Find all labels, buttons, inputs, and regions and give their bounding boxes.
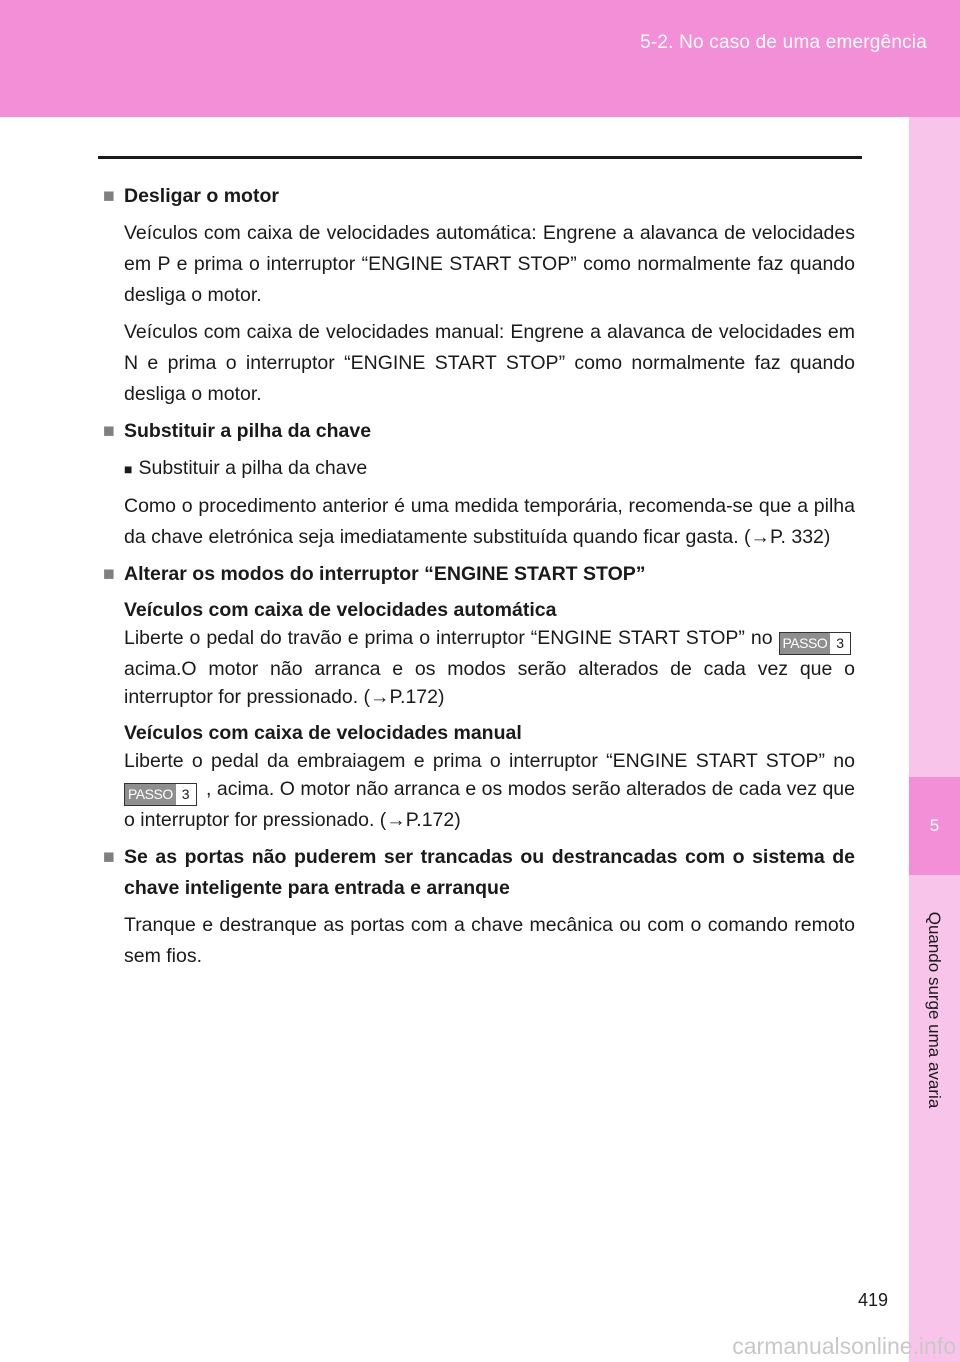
square-bullet-icon: ■ <box>103 185 115 207</box>
top-rule <box>98 156 862 159</box>
bullet-item: ■ Substituir a pilha da chave <box>124 457 368 479</box>
square-bullet-icon: ■ <box>103 420 115 442</box>
section-title: 5-2. No caso de uma emergência <box>640 32 927 53</box>
paragraph-automatic: Liberte o pedal do travão e prima o interruptor “ENGINE START STOP” no PASSO 3 acima.O motor não arranca e os modos serão alterados de cada vez que o interruptor for pressionado. (→P.172) <box>124 627 855 708</box>
page-content <box>103 181 855 978</box>
header-band <box>0 0 960 117</box>
chapter-number: 5 <box>909 777 960 875</box>
section-heading: ■ Substituir a pilha da chave <box>103 416 855 447</box>
section-heading: ■ Se as portas não puderem ser trancadas ou destrancadas com o sistema de chave inteligente para entrada e arranque <box>103 842 855 904</box>
subheading-manual: Veículos com caixa de velocidades manual <box>124 722 522 744</box>
watermark: carmanualsonline.info <box>732 1333 956 1359</box>
small-square-icon: ■ <box>124 461 133 477</box>
chapter-side-tab <box>909 117 960 1362</box>
page-number: 419 <box>858 1290 889 1310</box>
square-bullet-icon: ■ <box>103 846 115 868</box>
subheading-automatic: Veículos com caixa de velocidades automática <box>124 599 557 621</box>
square-bullet-icon: ■ <box>103 563 115 585</box>
paragraph: Como o procedimento anterior é uma medida temporária, recomenda-se que a pilha da chave eletrónica seja imediatamente substituída quando ficar gasta. (→P. 332) <box>124 495 855 548</box>
passo-step-badge: PASSO 3 <box>124 783 197 806</box>
passo-step-badge: PASSO 3 <box>779 632 852 655</box>
section-heading: ■ Alterar os modos do interruptor “ENGINE START STOP” <box>103 559 855 590</box>
paragraph-manual: Liberte o pedal da embraiagem e prima o interruptor “ENGINE START STOP” no PASSO 3 , acima. O motor não arranca e os modos serão alterados de cada vez que o interruptor for pressionado. (→P.172) <box>124 750 855 831</box>
paragraph: Veículos com caixa de velocidades manual: Engrene a alavanca de velocidades em N e prima o interruptor “ENGINE START STOP” como normalmente faz quando desliga o motor. <box>124 321 855 405</box>
paragraph: Veículos com caixa de velocidades automática: Engrene a alavanca de velocidades em P e prima o interruptor “ENGINE START STOP” como normalmente faz quando desliga o motor. <box>124 222 855 306</box>
chapter-title: Quando surge uma avaria <box>925 911 944 1109</box>
paragraph: Tranque e destranque as portas com a chave mecânica ou com o comando remoto sem fios. <box>124 914 855 967</box>
section-heading: ■ Desligar o motor <box>103 181 855 212</box>
